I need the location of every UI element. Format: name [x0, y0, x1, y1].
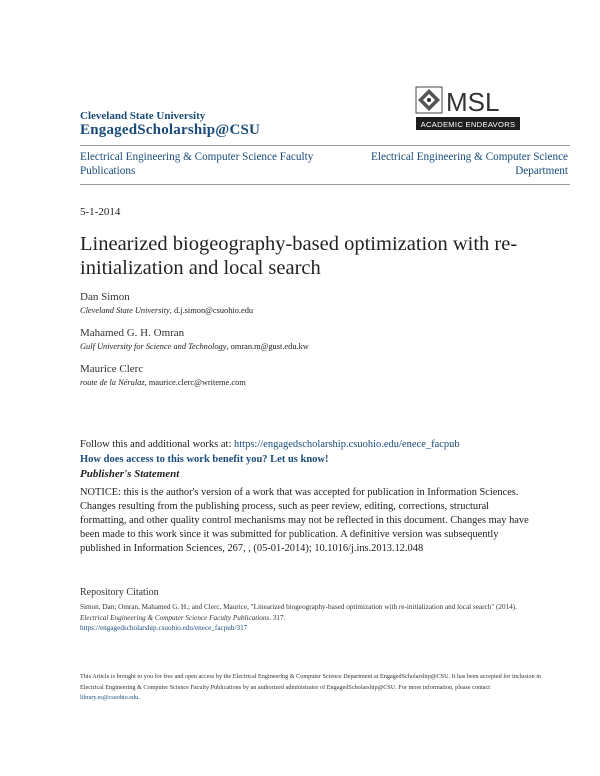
affiliation-institution: Gulf University for Science and Technology: [80, 342, 227, 351]
affiliation-institution: route de la Nérulaz: [80, 378, 145, 387]
header-rule-top: [80, 145, 570, 146]
follow-label: Follow this and additional works at:: [80, 439, 234, 450]
author-name: Mahamed G. H. Omran: [80, 327, 185, 339]
follow-link[interactable]: https://engagedscholarship.csuohio.edu/enece_facpub: [234, 439, 460, 450]
paper-title: Linearized biogeography-based optimization with re-initialization and local search: [80, 233, 518, 279]
statement-heading: Publisher's Statement: [80, 468, 180, 480]
logo-emblem: [416, 87, 442, 113]
repository-name[interactable]: EngagedScholarship@CSU: [80, 122, 261, 138]
citation-journal: Electrical Engineering & Computer Science Faculty Publications: [80, 613, 270, 622]
access-notice: [80, 672, 550, 704]
access-notice-text: This Article is brought to you for free and open access by the Electrical Engineering & Computer Science Department at EngagedScholarship@CSU. It has been accepted for inclusion in Electrical Engineering & Computer Science Faculty Publications by an authorized administrator of EngagedScholarship@CSU. For more information, please contact: [80, 673, 542, 691]
benefit-link[interactable]: How does access to this work benefit you? Let us know!: [80, 454, 329, 465]
citation-prefix: Simon, Dan; Omran, Mahamed G. H.; and Clerc, Maurice, "Linearized biogeography-based optimization with re-initialization and local search" (2014).: [80, 603, 517, 611]
citation-suffix: . 317.: [269, 613, 286, 622]
logo-subtext: ACADEMIC ENDEAVORS: [420, 120, 516, 129]
author-email[interactable]: omran.m@gust.edu.kw: [230, 342, 309, 351]
citation-text: [80, 602, 535, 634]
access-notice-end: .: [138, 694, 140, 701]
citation-link[interactable]: https://engagedscholarship.csuohio.edu/enece_facpub/317: [80, 624, 248, 632]
contact-email[interactable]: library.es@csuohio.edu: [80, 694, 139, 701]
author-email[interactable]: d.j.simon@csuohio.edu: [173, 306, 254, 315]
logo-text: MSL: [446, 87, 500, 117]
author-affiliation: Gulf University for Science and Technology, omran.m@gust.edu.kw: [80, 342, 309, 351]
author-name: Maurice Clerc: [80, 363, 144, 375]
publication-date: 5-1-2014: [80, 206, 121, 218]
msl-logo-graphic: [414, 84, 524, 136]
author-affiliation: route de la Nérulaz, maurice.clerc@writeme.com: [80, 378, 246, 387]
citation-heading: Repository Citation: [80, 587, 159, 598]
msl-logo: [414, 84, 524, 136]
follow-line: [80, 439, 460, 450]
affiliation-institution: Cleveland State University: [80, 306, 170, 315]
author-affiliation: Cleveland State University, d.j.simon@csuohio.edu: [80, 306, 254, 315]
collection-link-right[interactable]: Electrical Engineering & Computer Science Department: [371, 151, 568, 177]
header-rule-bottom: [80, 184, 570, 185]
university-name: Cleveland State University: [80, 110, 206, 122]
author-name: Dan Simon: [80, 291, 130, 303]
statement-text: NOTICE: this is the author's version of a work that was accepted for publication in Information Sciences. Changes resulting from the publishing process, such as peer review, editing, corrections, structural formatting, and other quality control mechanisms may not be reflected in this document. Changes may have been made to this work since it was submitted for publication. A definitive version was subsequently published in Information Sciences, 267, , (05-01-2014); 10.1016/j.ins.2013.12.048: [80, 487, 529, 554]
author-email[interactable]: maurice.clerc@writeme.com: [148, 378, 246, 387]
collection-link-left[interactable]: Electrical Engineering & Computer Science Faculty Publications: [80, 151, 314, 177]
